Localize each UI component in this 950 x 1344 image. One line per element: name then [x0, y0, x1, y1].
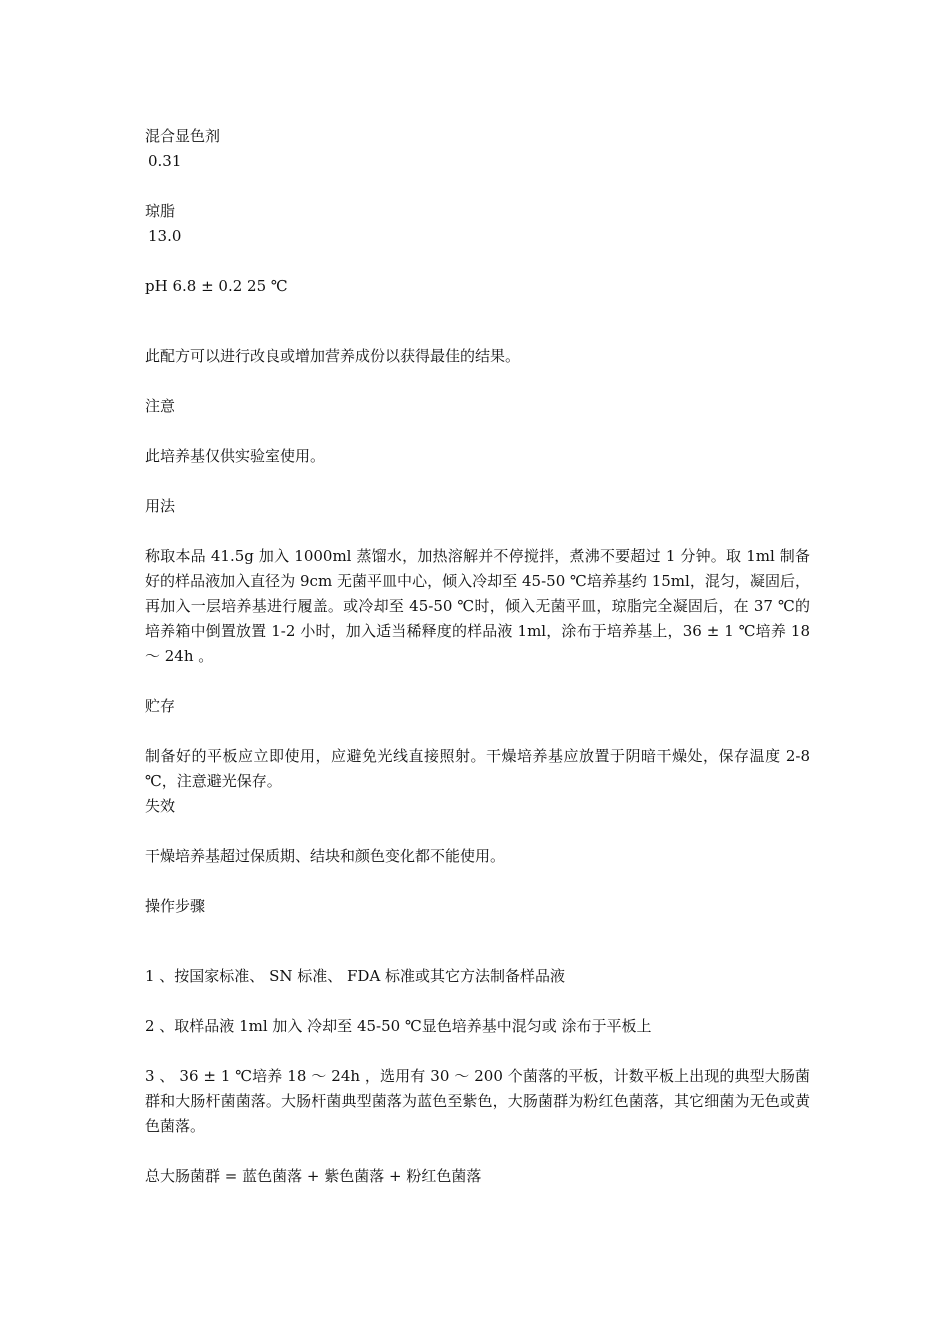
storage-text: 制备好的平板应立即使用，应避免光线直接照射。干燥培养基应放置于阴暗干燥处，保存温度 2-8 ℃，注意避光保存。	[145, 747, 810, 790]
procedure-step-1: 1 、按国家标准、 SN 标准、 FDA 标准或其它方法制备样品液	[145, 967, 566, 985]
usage-heading: 用法	[145, 497, 176, 515]
procedure-step-3: 3 、 36 ± 1 ℃培养 18 ～ 24h ，选用有 30 ～ 200 个菌落的平板，计数平板上出现的典型大肠菌群和大肠杆菌菌落。大肠杆菌典型菌落为蓝色至紫色，大肠菌群为粉红色菌落，其它细菌为无色或黄色菌落。	[145, 1067, 810, 1135]
document-page	[145, 124, 810, 1189]
formula-note: 此配方可以进行改良或增加营养成份以获得最佳的结果。	[145, 347, 521, 365]
caution-text: 此培养基仅供实验室使用。	[145, 447, 326, 465]
procedure-heading: 操作步骤	[145, 897, 206, 915]
procedure-total: 总大肠菌群 = 蓝色菌落 + 紫色菌落 + 粉红色菌落	[145, 1167, 482, 1185]
caution-heading: 注意	[145, 397, 176, 415]
expiry-heading: 失效	[145, 797, 176, 815]
procedure-step-2: 2 、取样品液 1ml 加入 冷却至 45-50 ℃显色培养基中混匀或 涂布于平板上	[145, 1017, 652, 1035]
formula-item1-value: 0.31	[148, 152, 182, 170]
expiry-text: 干燥培养基超过保质期、结块和颜色变化都不能使用。	[145, 847, 506, 865]
formula-ph: pH 6.8 ± 0.2 25 ℃	[145, 277, 288, 295]
usage-text: 称取本品 41.5g 加入 1000ml 蒸馏水，加热溶解并不停搅拌，煮沸不要超过 1 分钟。取 1ml 制备好的样品液加入直径为 9cm 无菌平皿中心，倾入冷却至 45-50 ℃培养基约 15ml，混匀，凝固后，再加入一层培养基进行履盖。或冷却至 45-50 ℃时，倾入无菌平皿，琼脂完全凝固后，在 37 ℃的培养箱中倒置放置 1-2 小时，加入适当稀释度的样品液 1ml，涂布于培养基上，36 ± 1 ℃培养 18 ～ 24h 。	[145, 547, 810, 665]
storage-heading: 贮存	[145, 697, 176, 715]
formula-item2-name: 琼脂	[145, 202, 176, 220]
formula-item2-value: 13.0	[148, 227, 182, 245]
formula-item1-name: 混合显色剂	[145, 127, 221, 145]
